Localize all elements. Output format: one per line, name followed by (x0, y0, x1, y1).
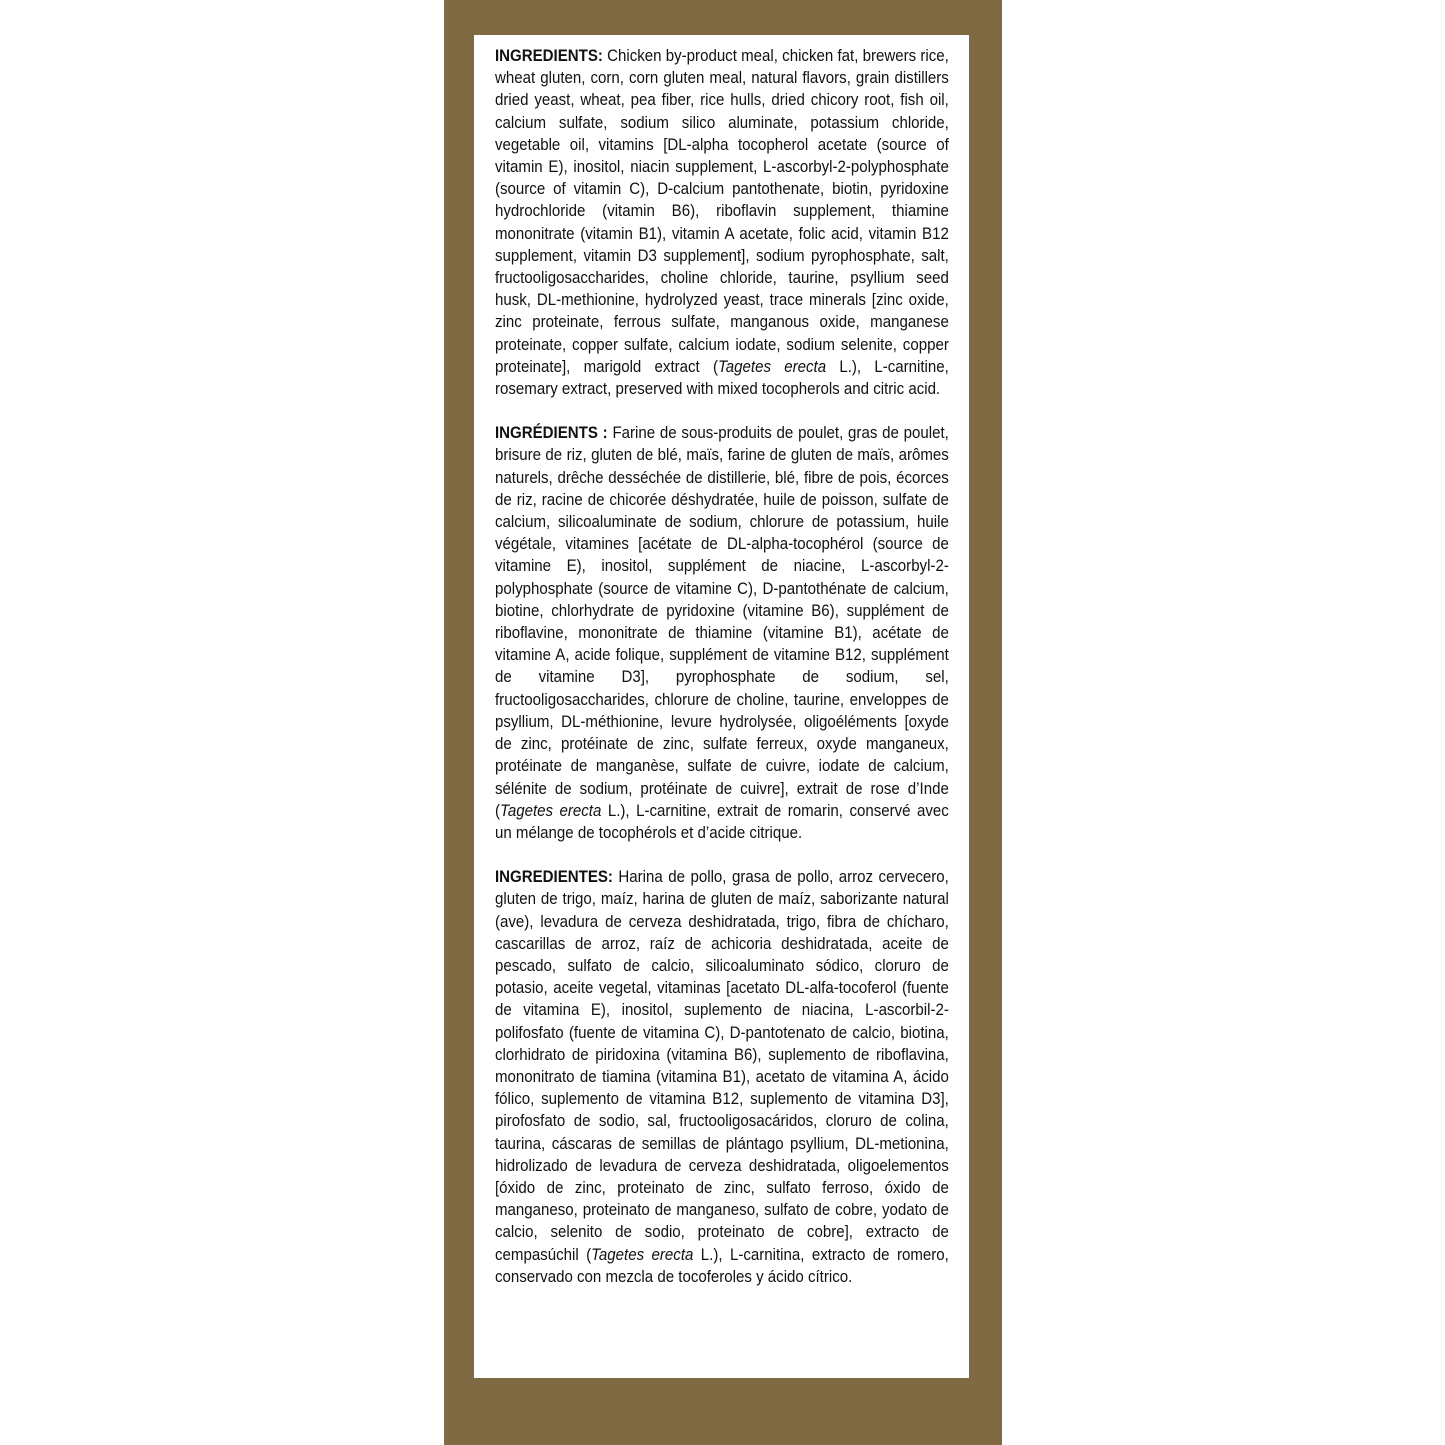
ingredients-english (495, 45, 949, 400)
ingredients-spanish-text: Harina de pollo, grasa de pollo, arroz cervecero, gluten de trigo, maíz, harina de gluten de maíz, saborizante natural (ave), levadura de cerveza deshidratada, trigo, fibra de chícharo, cascarillas de arroz, raíz de achicoria deshidratada, aceite de pescado, sulfato de calcio, silicoaluminato sódico, cloruro de potasio, aceite vegetal, vitaminas [acetato DL-alfa-tocoferol (fuente de vitamina E), inositol, suplemento de niacina, L-ascorbil-2-polifosfato (fuente de vitamina C), D-pantotenato de calcio, biotina, clorhidrato de piridoxina (vitamina B6), suplemento de riboflavina, mononitrato de tiamina (vitamina B1), acetato de vitamina A, ácido fólico, suplemento de vitamina B12, suplemento de vitamina D3], pirofosfato de sodio, sal, fructooligosacáridos, cloruro de colina, taurina, cáscaras de semillas de plántago psyllium, DL-metionina, hidrolizado de levadura de cerveza deshidratada, oligoelementos [óxido de zinc, proteinato de zinc, sulfato ferroso, óxido de manganeso, proteinato de manganeso, sulfato de cobre, yodato de calcio, selenito de sodio, proteinato de cobre], extracto de cempasúchil ( (495, 868, 949, 1264)
ingredients-spanish-heading: INGREDIENTES: (495, 868, 613, 887)
ingredients-english-heading: INGREDIENTS: (495, 47, 603, 65)
ingredients-spanish (495, 866, 949, 1288)
ingredients-spanish-latin-name: Tagetes erecta (591, 1245, 694, 1264)
ingredients-french-text-end: L.), L-carnitine, extrait de romarin, conservé avec un mélange de tocophérols et d’acide citrique. (495, 801, 949, 842)
ingredients-french (495, 422, 949, 844)
ingredients-spanish-text-end: L.), L-carnitina, extracto de romero, conservado con mezcla de tocoferoles y ácido cítrico. (495, 1245, 949, 1286)
ingredients-english-text-end: L.), L-carnitine, rosemary extract, preserved with mixed tocopherols and citric acid. (495, 357, 949, 399)
ingredients-panel (474, 35, 969, 1378)
ingredients-english-text: Chicken by-product meal, chicken fat, brewers rice, wheat gluten, corn, corn gluten meal, natural flavors, grain distillers dried yeast, wheat, pea fiber, rice hulls, dried chicory root, fish oil, calcium sulfate, sodium silico aluminate, potassium chloride, vegetable oil, vitamins [DL-alpha tocopherol acetate (source of vitamin E), inositol, niacin supplement, L-ascorbyl-2-polyphosphate (source of vitamin C), D-calcium pantothenate, biotin, pyridoxine hydrochloride (vitamin B6), riboflavin supplement, thiamine mononitrate (vitamin B1), vitamin A acetate, folic acid, vitamin B12 supplement, vitamin D3 supplement], sodium pyrophosphate, salt, fructooligosaccharides, choline chloride, taurine, psyllium seed husk, DL-methionine, hydrolyzed yeast, trace minerals [zinc oxide, zinc proteinate, ferrous sulfate, manganous oxide, manganese proteinate, copper sulfate, calcium iodate, sodium selenite, copper proteinate], marigold extract ( (495, 47, 949, 376)
ingredients-french-text: Farine de sous-produits de poulet, gras de poulet, brisure de riz, gluten de blé, maïs, farine de gluten de maïs, arômes naturels, drêche desséchée de distillerie, blé, fibre de pois, écorces de riz, racine de chicorée déshydratée, huile de poisson, sulfate de calcium, silicoaluminate de sodium, chlorure de potassium, huile végétale, vitamines [acétate de DL-alpha-tocophérol (source de vitamine E), inositol, supplément de niacine, L-ascorbyl-2-polyphosphate (source de vitamine C), D-pantothénate de calcium, biotine, chlorhydrate de pyridoxine (vitamine B6), supplément de riboflavine, mononitrate de thiamine (vitamine B1), acétate de vitamine A, acide folique, supplément de vitamine B12, supplément de vitamine D3], pyrophosphate de sodium, sel, fructooligosaccharides, chlorure de choline, taurine, enveloppes de psyllium, DL-méthionine, levure hydrolysée, oligoéléments [oxyde de zinc, protéinate de zinc, sulfate ferreux, oxyde manganeux, protéinate de manganèse, sulfate de cuivre, iodate de calcium, sélénite de sodium, protéinate de cuivre], extrait de rose d’Inde ( (495, 424, 949, 820)
ingredients-english-latin-name: Tagetes erecta (717, 357, 827, 376)
ingredients-french-heading: INGRÉDIENTS : (495, 424, 608, 443)
ingredients-french-latin-name: Tagetes erecta (500, 801, 602, 820)
